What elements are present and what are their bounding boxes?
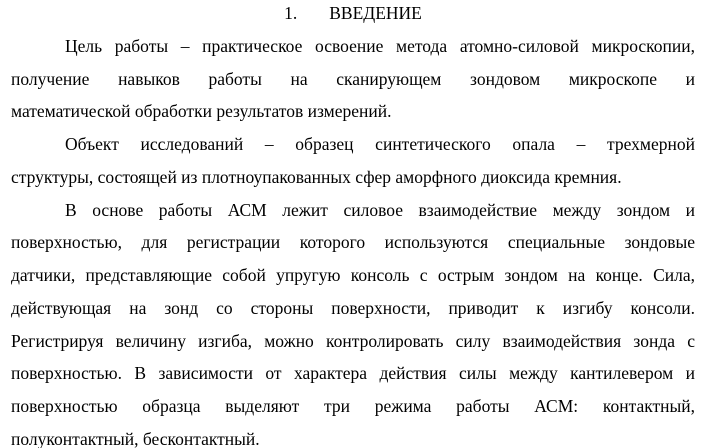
paragraph xyxy=(11,194,695,448)
text-line: полуконтактный, бесконтактный. xyxy=(11,428,260,448)
document-content xyxy=(11,0,695,448)
paragraph xyxy=(11,30,695,128)
text-line: Регистрируя величину изгиба, можно контролировать силу взаимодействия зонда с xyxy=(11,330,695,351)
section-title: ВВЕДЕНИЕ xyxy=(329,3,422,23)
text-line: поверхностью, для регистрации которого используются специальные зондовые xyxy=(11,232,695,253)
text-line: получение навыков работы на сканирующем зондовом микроскопе и xyxy=(11,68,695,89)
paragraph xyxy=(11,128,695,194)
text-line: В основе работы АСМ лежит силовое взаимодействие между зондом и xyxy=(65,199,695,220)
section-number: 1. xyxy=(284,3,298,23)
text-line: поверхностью. В зависимости от характера действия силы между кантилевером и xyxy=(11,363,695,384)
text-line: Цель работы – практическое освоение метода атомно-силовой микроскопии, xyxy=(65,35,695,56)
text-line: поверхностью образца выделяют три режима работы АСМ: контактный, xyxy=(11,396,695,416)
text-line: действующая на зонд со стороны поверхности, приводит к изгибу консоли. xyxy=(11,297,695,318)
text-line: структуры, состоящей из плотноупакованных сфер аморфного диоксида кремния. xyxy=(11,166,622,187)
section-heading xyxy=(11,0,695,30)
text-line: математической обработки результатов измерений. xyxy=(11,101,392,122)
text-line: Объект исследований – образец синтетического опала – трехмерной xyxy=(65,134,695,154)
body-text xyxy=(11,30,695,448)
text-line: датчики, представляющие собой упругую консоль с острым зондом на конце. Сила, xyxy=(11,265,695,285)
